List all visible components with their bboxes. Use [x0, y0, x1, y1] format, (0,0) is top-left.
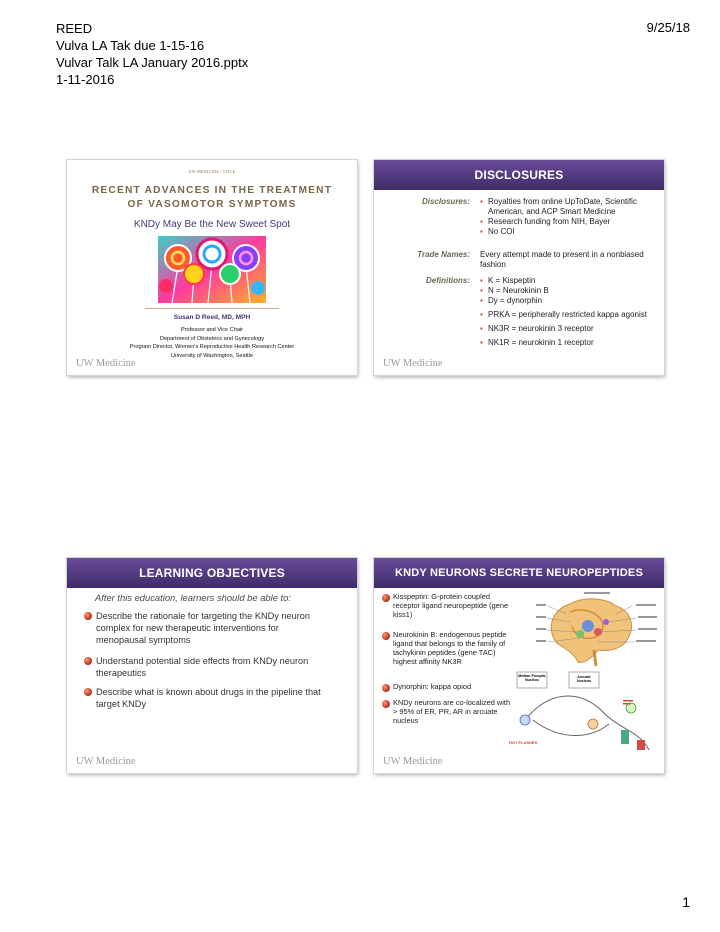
brain-diagram: [536, 592, 659, 670]
presenter-name: Susan D Reed, MD, MPH: [173, 314, 251, 321]
bullet-icon: ▪: [480, 276, 483, 285]
list-item-text: Kisspeptin: G-protein coupled receptor ligand neuropeptide (gene kiss1): [393, 592, 509, 619]
bullet-icon: [382, 594, 390, 602]
list-item-text: Neurokinin B: endogenous peptide ligand that belongs to the family of tachykinin peptides (gene TAC) highest affinity NK3R: [393, 630, 507, 666]
affiliation-line: Department of Obstetrics and Gynecology: [159, 335, 265, 342]
list-item-text: NK3R = neurokinin 3 receptor: [488, 324, 594, 333]
uw-medicine-logo: UW Medicine: [383, 756, 443, 767]
list-item-text: Dynorphin: kappa opiod: [393, 682, 472, 691]
list-item-text: K = Kispeptin: [488, 276, 536, 285]
trade-names-value: Every attempt made to present in a nonbiased fashion: [480, 250, 644, 269]
affiliation-line: Program Director, Women's Reproductive Health Research Center: [129, 344, 295, 351]
slide-subtitle: KNDy May Be the New Sweet Spot: [133, 219, 291, 230]
definitions-label: Definitions:: [426, 276, 470, 285]
list-item: [480, 296, 658, 306]
bullet-icon: [382, 700, 390, 708]
bullet-icon: [382, 632, 390, 640]
slide-disclosures: [374, 160, 664, 375]
slide-title-bar: KNDY NEURONS SECRETE NEUROPEPTIDES: [374, 558, 664, 588]
uw-medicine-logo: UW Medicine: [76, 756, 136, 767]
list-item-text: Royalties from online UpToDate, Scientific American, and ACP Smart Medicine: [488, 197, 637, 216]
list-item: [382, 698, 512, 725]
neuron-pathway-diagram: [509, 670, 659, 756]
list-item-text: N = Neurokinin B: [488, 286, 549, 295]
definitions-values: [480, 276, 658, 348]
slide-top-mark: UW MEDICINE | TITLE: [188, 169, 236, 174]
header-line: Vulvar Talk LA January 2016.pptx: [56, 55, 249, 70]
list-item: [480, 286, 658, 296]
bullet-icon: ▪: [480, 324, 483, 333]
list-item: [480, 217, 658, 227]
affiliation-line: Professor and Vice Chair: [180, 327, 244, 333]
bullet-icon: ▪: [480, 197, 483, 206]
list-item: [382, 682, 512, 691]
page-header: [56, 20, 248, 88]
bullet-icon: ▪: [480, 286, 483, 295]
slide-learning-objectives: [67, 558, 357, 773]
disclosures-label: Disclosures:: [421, 197, 470, 206]
list-item: [480, 338, 658, 348]
list-item-text: PRKA = peripherally restricted kappa agonist: [488, 310, 647, 319]
bullet-icon: [84, 657, 92, 665]
list-item-text: Understand potential side effects from KNDy neuron therapeutics: [96, 656, 309, 678]
bullet-icon: ▪: [480, 227, 483, 236]
slide-title-bar: LEARNING OBJECTIVES: [67, 558, 357, 588]
list-item: [480, 324, 658, 334]
page-number: 1: [682, 894, 690, 910]
bullet-icon: [382, 684, 390, 692]
list-item: [84, 610, 324, 646]
list-item-text: No COI: [488, 227, 515, 236]
bullet-icon: [84, 688, 92, 696]
median-preoptic-label: Median Preoptic Nucleus: [518, 674, 546, 682]
arcuate-label: Arcuate Nucleus: [577, 675, 591, 683]
list-item: [480, 310, 658, 320]
bullet-icon: ▪: [480, 310, 483, 319]
bullet-icon: ▪: [480, 217, 483, 226]
slide-kndy-neurons: [374, 558, 664, 773]
divider: [145, 308, 279, 309]
objectives-intro: After this education, learners should be able to:: [95, 592, 291, 603]
slide-title-bar: DISCLOSURES: [374, 160, 664, 190]
list-item-text: Dy = dynorphin: [488, 296, 543, 305]
list-item: [480, 197, 658, 217]
lollipop-image: [158, 236, 266, 303]
bullet-icon: [84, 612, 92, 620]
list-item-text: Describe the rationale for targeting the KNDy neuron complex for new therapeutic interventions for menopausal symptoms: [96, 611, 310, 645]
header-line: Vulva LA Tak due 1-15-16: [56, 38, 205, 53]
uw-medicine-logo: UW Medicine: [76, 358, 136, 369]
header-line: REED: [56, 21, 93, 36]
hot-flushes-label: HOT FLUSHES: [509, 740, 538, 745]
trade-names-label: Trade Names:: [417, 250, 470, 259]
disclosures-values: [480, 197, 658, 237]
header-line: 1-11-2016: [56, 72, 115, 87]
list-item: [382, 592, 512, 619]
list-item: [480, 276, 658, 286]
list-item: [480, 227, 658, 237]
list-item-text: NK1R = neurokinin 1 receptor: [488, 338, 594, 347]
list-item: [84, 686, 324, 710]
affiliation-line: University of Washington, Seattle: [170, 352, 254, 359]
slide-title: [67, 160, 357, 375]
list-item-text: Research funding from NIH, Bayer: [488, 217, 611, 226]
page-date: 9/25/18: [646, 20, 690, 35]
uw-medicine-logo: UW Medicine: [383, 358, 443, 369]
title-line-1: RECENT ADVANCES IN THE TREATMENT: [91, 185, 333, 196]
bullet-icon: ▪: [480, 338, 483, 347]
list-item: [382, 630, 512, 666]
bullet-icon: ▪: [480, 296, 483, 305]
list-item-text: Describe what is known about drugs in the pipeline that target KNDy: [96, 687, 321, 709]
slide-main-title: [67, 184, 357, 212]
list-item: [84, 655, 324, 679]
list-item-text: KNDy neurons are co-localized with > 95% of ER, PR, AR in arcuate nucleus: [393, 698, 511, 725]
title-line-2: OF VASOMOTOR SYMPTOMS: [127, 199, 297, 210]
presenter-affiliation: [67, 326, 357, 360]
